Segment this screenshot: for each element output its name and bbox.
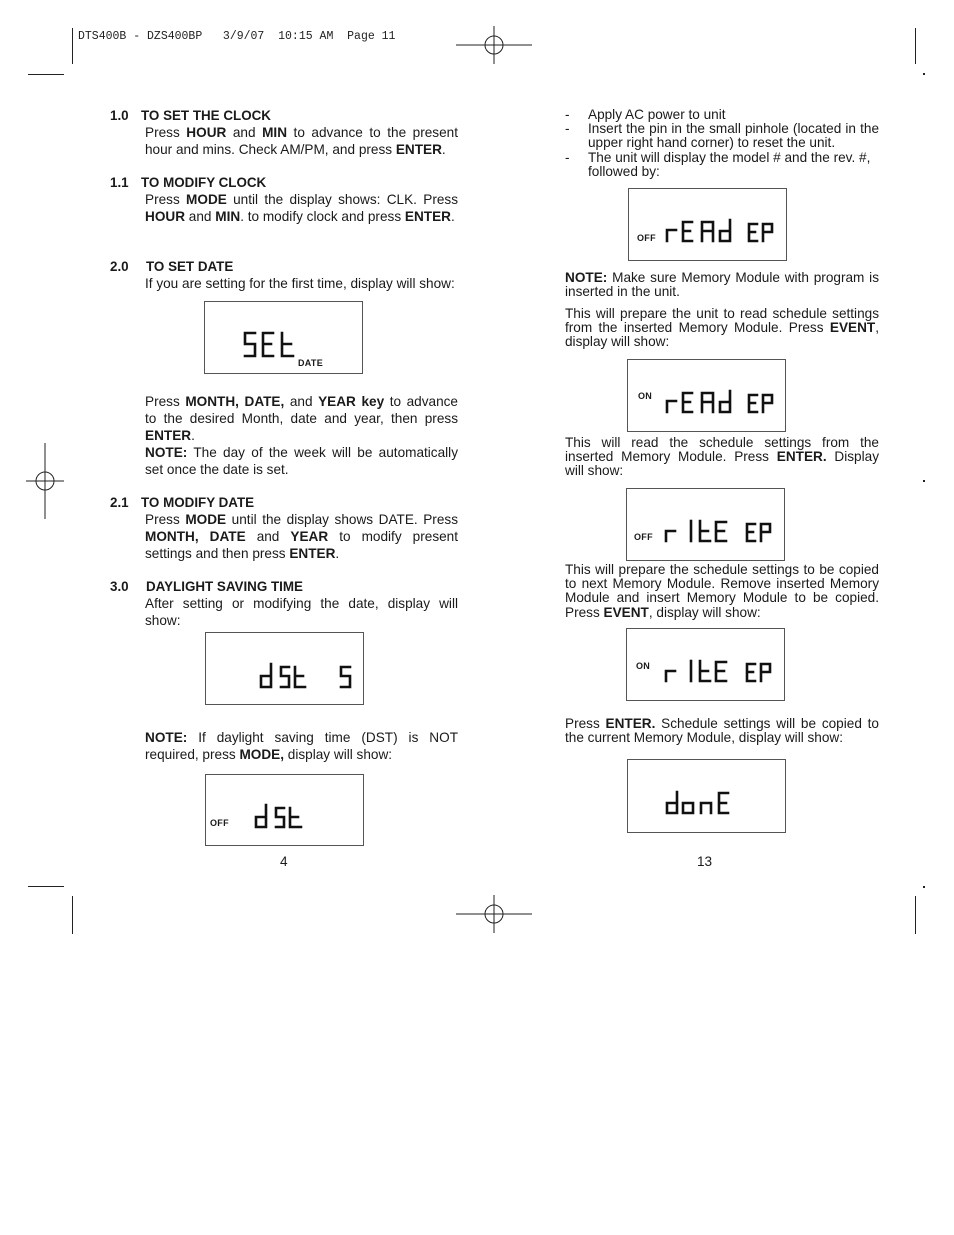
lcd-display-write-ep-on bbox=[626, 628, 785, 701]
lcd-digits-icon bbox=[627, 629, 784, 700]
note-label: NOTE: bbox=[145, 445, 188, 460]
section-title: TO SET DATE bbox=[146, 259, 234, 274]
lcd-digits-icon bbox=[627, 489, 784, 560]
edge-tick bbox=[923, 73, 925, 75]
section-body: Press HOUR and MIN to advance to the present hour and mins. Check AM/PM, and press ENTER. bbox=[145, 125, 459, 157]
section-body: Press MONTH, DATE, and YEAR key to advance to the desired Month, date and year, then press ENTER. NOTE: The day of the week will be automatically set once the date is set. bbox=[145, 394, 458, 477]
section-body: NOTE: If daylight saving time (DST) is NOT required, press MODE, display will show: bbox=[145, 730, 458, 762]
section-title: TO MODIFY DATE bbox=[141, 495, 255, 510]
bullet-list bbox=[565, 108, 879, 179]
lcd-digits-icon bbox=[206, 633, 363, 704]
crop-mark bbox=[915, 896, 916, 934]
lcd-digits-icon bbox=[629, 189, 786, 260]
page-number-right: 13 bbox=[697, 854, 713, 869]
lcd-display-write-ep-off bbox=[626, 488, 785, 561]
lcd-flag-date: DATE bbox=[298, 358, 324, 368]
lcd-display-dst-on bbox=[205, 632, 364, 705]
lcd-display-dst-off bbox=[205, 774, 364, 846]
lcd-digits-icon bbox=[206, 775, 363, 845]
section-body: After setting or modifying the date, display will show: bbox=[145, 596, 458, 628]
section-title: DAYLIGHT SAVING TIME bbox=[146, 579, 303, 594]
paragraph: Press ENTER. Schedule settings will be copied to the current Memory Module, display will show: bbox=[565, 716, 879, 746]
crop-mark bbox=[72, 28, 73, 64]
lcd-flag-on: ON bbox=[636, 661, 651, 671]
note-label: NOTE: bbox=[145, 730, 188, 745]
lcd-digits-icon bbox=[205, 302, 362, 373]
lcd-flag-off: OFF bbox=[637, 233, 656, 243]
lcd-display-read-ep-on bbox=[627, 359, 786, 432]
section-1-1: 1.1 TO MODIFY CLOCK Press MODE until the display shows: CLK. Press HOUR and MIN. to modify clock and press ENTER. bbox=[110, 175, 458, 224]
lcd-flag-off: OFF bbox=[210, 818, 229, 828]
crop-mark bbox=[915, 28, 916, 64]
paragraph: This will read the schedule settings from the inserted Memory Module. Press ENTER. Display will show: bbox=[565, 435, 879, 479]
crop-mark bbox=[28, 886, 64, 887]
setup-steps bbox=[565, 108, 879, 179]
section-2-0-continued bbox=[110, 393, 458, 478]
section-title: TO SET THE CLOCK bbox=[141, 108, 271, 123]
section-3-0-note bbox=[110, 729, 458, 763]
lcd-flag-on: ON bbox=[638, 391, 653, 401]
lcd-display-set-date bbox=[204, 301, 363, 374]
lcd-display-read-ep-off bbox=[628, 188, 787, 261]
paragraph: This will prepare the schedule settings to be copied to next Memory Module. Remove inserted Memory Module and insert Memory Module to be copied. Press EVENT, display will show: bbox=[565, 562, 879, 620]
section-body: Press MODE until the display shows DATE. Press MONTH, DATE and YEAR to modify present settings and then press ENTER. bbox=[145, 512, 459, 561]
lcd-digits-icon bbox=[628, 360, 785, 431]
lcd-digits-icon bbox=[628, 760, 785, 832]
note-paragraph: NOTE: Make sure Memory Module with program is inserted in the unit. bbox=[565, 270, 879, 300]
page-number-left: 4 bbox=[280, 854, 288, 869]
section-1-0: 1.0 TO SET THE CLOCK Press HOUR and MIN to advance to the present hour and mins. Check AM/PM, and press ENTER. bbox=[110, 108, 459, 157]
registration-mark-icon bbox=[456, 895, 532, 933]
list-item: - The unit will display the model # and the rev. #, followed by: bbox=[565, 151, 879, 179]
list-item: - Insert the pin in the small pinhole (located in the upper right hand corner) to reset the unit. bbox=[565, 122, 879, 150]
registration-mark-icon bbox=[26, 443, 64, 519]
lcd-display-done bbox=[627, 759, 786, 833]
section-2-1: 2.1 TO MODIFY DATE Press MODE until the display shows DATE. Press MONTH, DATE and YEAR to modify present settings and then press ENTER. bbox=[110, 495, 459, 561]
section-2-0: 2.0 TO SET DATE If you are setting for the first time, display will show: bbox=[110, 258, 458, 292]
section-body: Press MODE until the display shows: CLK. Press HOUR and MIN. to modify clock and press ENTER. bbox=[145, 192, 458, 224]
note-label: NOTE: bbox=[565, 270, 608, 285]
print-header: DTS400B - DZS400BP 3/9/07 10:15 AM Page 11 bbox=[78, 30, 396, 43]
paragraph: This will prepare the unit to read schedule settings from the inserted Memory Module. Press EVENT, display will show: bbox=[565, 306, 879, 350]
registration-mark-icon bbox=[456, 26, 532, 64]
edge-tick bbox=[923, 886, 925, 888]
edge-tick bbox=[923, 480, 925, 482]
lcd-flag-off: OFF bbox=[634, 532, 653, 542]
section-body: If you are setting for the first time, display will show: bbox=[145, 276, 455, 291]
section-title: TO MODIFY CLOCK bbox=[141, 175, 267, 190]
crop-mark bbox=[72, 896, 73, 934]
section-3-0: 3.0 DAYLIGHT SAVING TIME After setting or modifying the date, display will show: bbox=[110, 579, 458, 628]
list-item: - Apply AC power to unit bbox=[565, 108, 879, 122]
crop-mark bbox=[28, 74, 64, 75]
